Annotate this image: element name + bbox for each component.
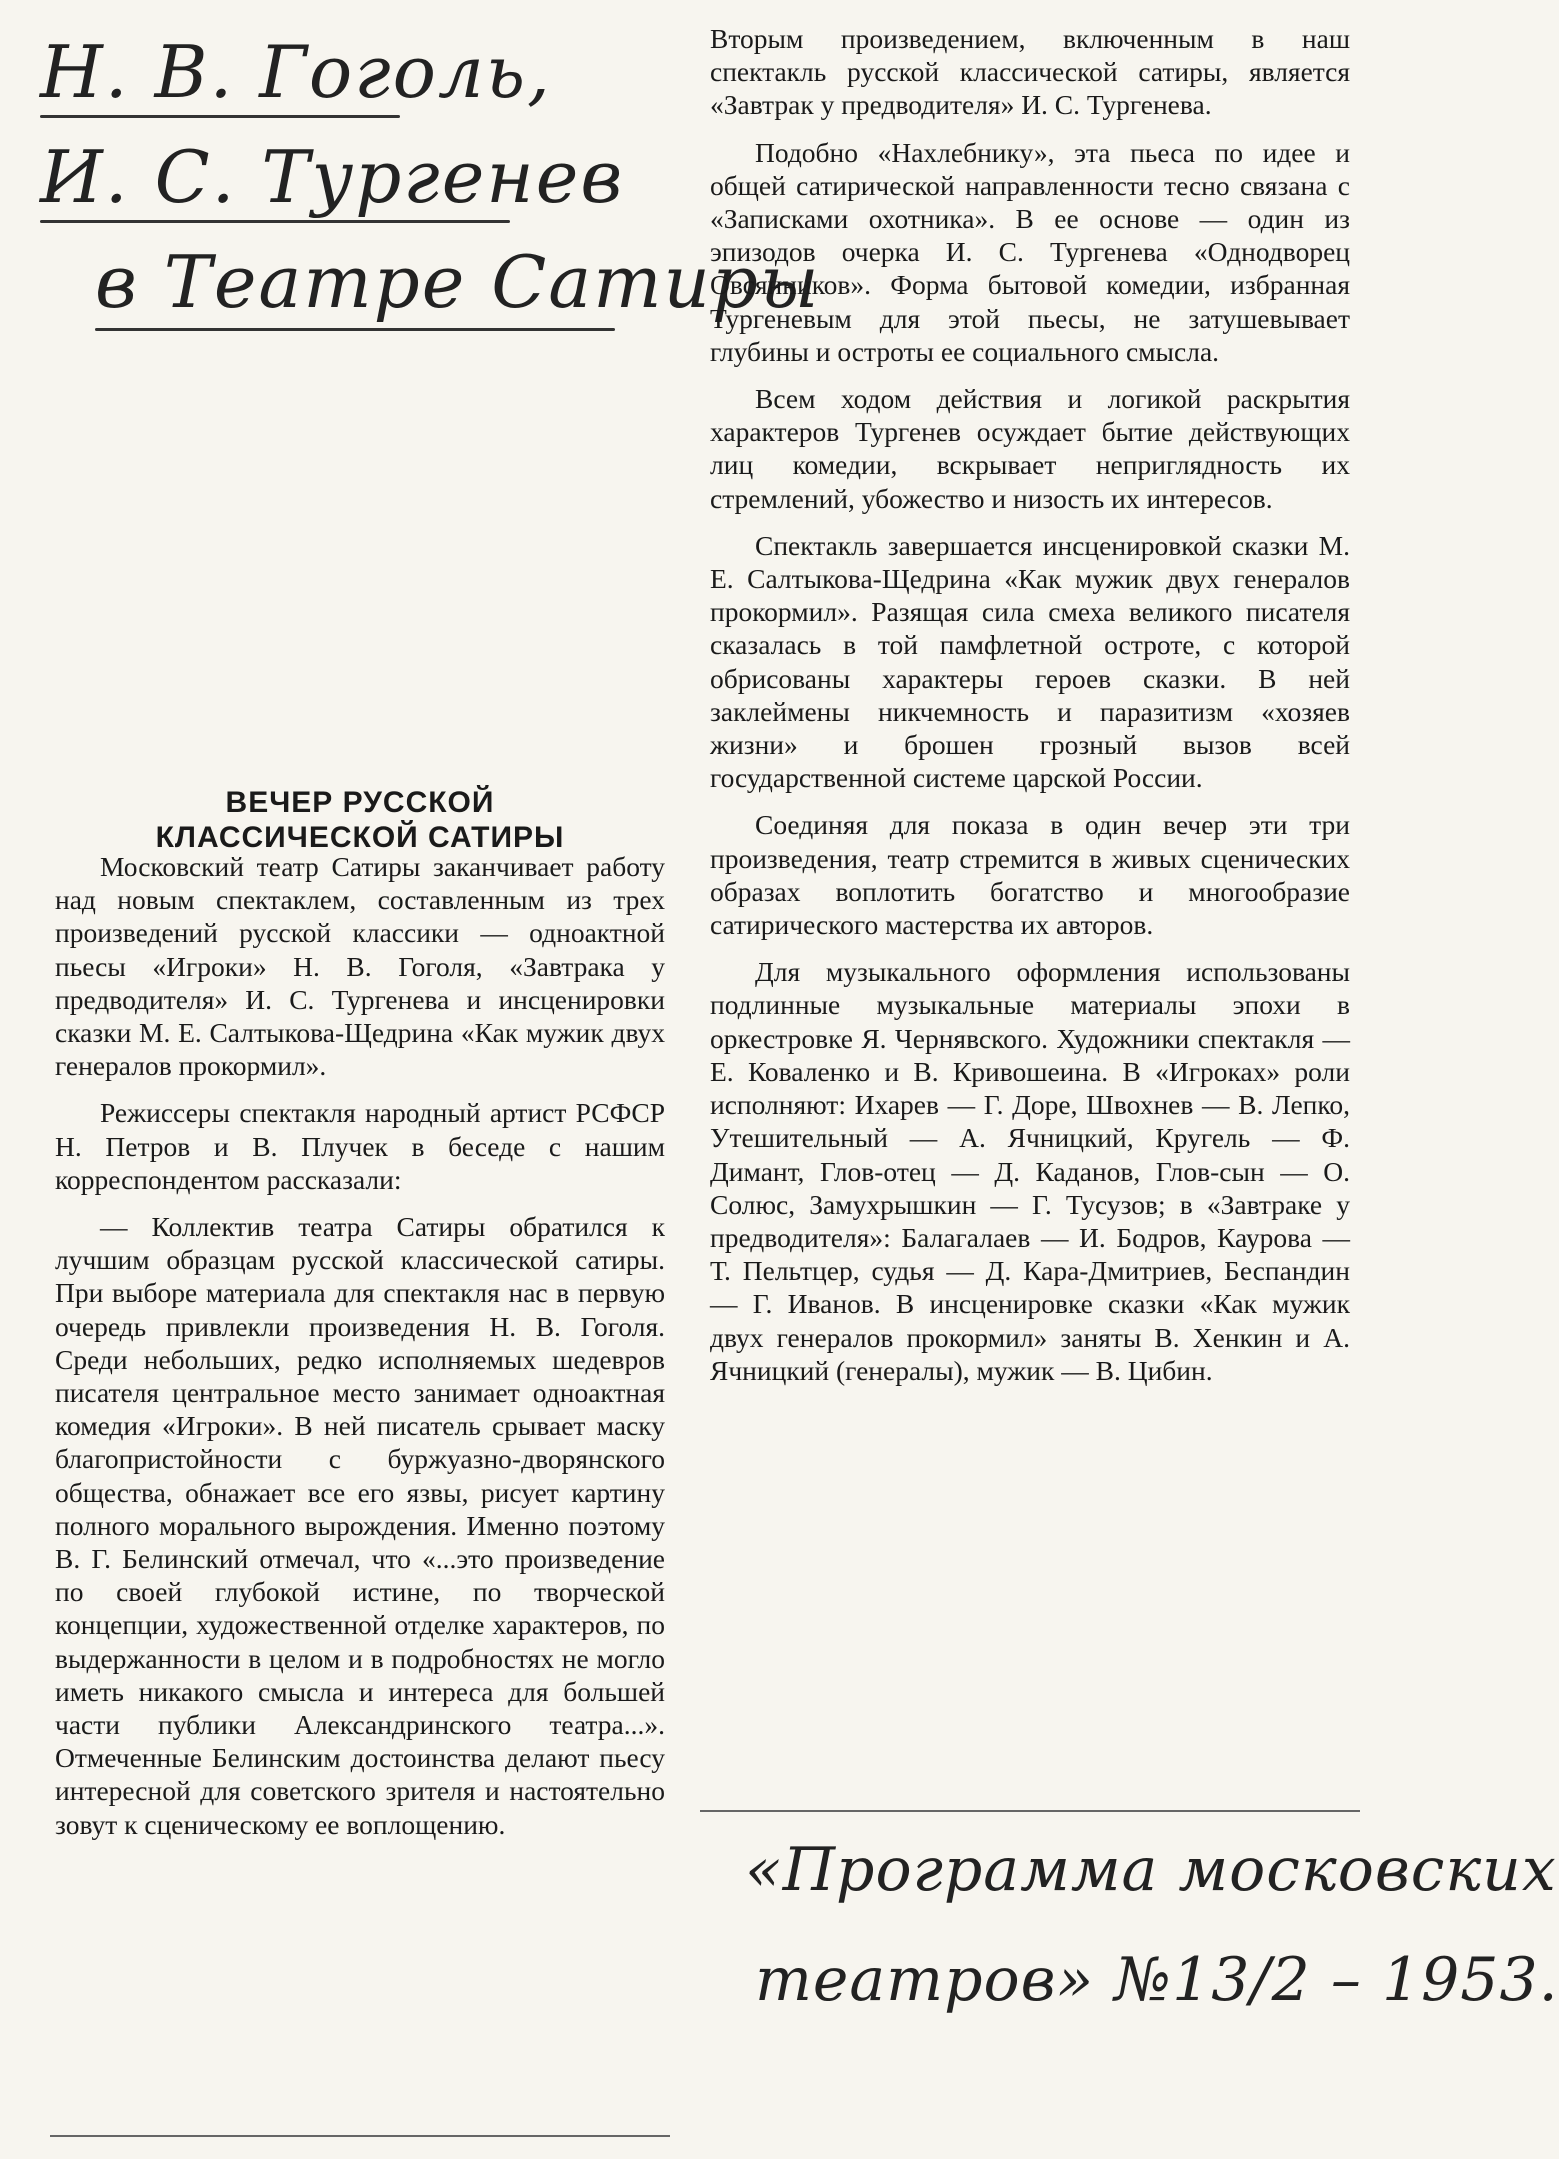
column-divider bbox=[50, 2135, 670, 2137]
handwritten-note-line-1: Н. В. Гоголь, bbox=[40, 30, 552, 114]
handwritten-source-line-1: «Программа московских bbox=[745, 1835, 1557, 1905]
paragraph: Московский театр Сатиры заканчивает работу над новым спектаклем, составленным из трех произведений русской классики — одноактной пьесы «Игроки» Н. В. Гоголя, «Завтрака у предводителя» И. С. Тургенева и инсценировки сказки М. Е. Салтыкова-Щедрина «Как мужик двух генералов прокормил». bbox=[55, 851, 665, 1082]
handwritten-underline bbox=[40, 115, 400, 118]
paragraph: — Коллектив театра Сатиры обратился к лучшим образцам русской классической сатиры. При выборе материала для спектакля нас в первую очередь привлекли произведения Н. В. Гоголя. Среди небольших, редко исполняемых шедевров писателя центральное место занимает одноактная комедия «Игроки». В ней писатель срывает маску благопристойности с буржуазно-дворянского общества, обнажает все его язвы, рисует картину полного морального вырождения. Именно поэтому В. Г. Белинский отмечал, что «...это произведение по своей глубокой истине, по творческой концепции, художественной отделке характеров, по выдержанности в целом и в подробностях не могло иметь никакого смысла и интереса для большей части публики Александринского театра...». Отмеченные Белинским достоинства делают пьесу интересной для советского зрителя и настоятельно зовут к сценическому ее воплощению. bbox=[55, 1211, 665, 1840]
handwritten-note-line-3: в Театре Сатиры bbox=[95, 240, 821, 324]
handwritten-underline bbox=[40, 220, 510, 223]
article-title-line-1: ВЕЧЕР РУССКОЙ bbox=[225, 786, 495, 819]
paragraph: Всем ходом действия и логикой раскрытия характеров Тургенев осуждает бытие действующих лиц комедии, вскрывает неприглядность их стремлений, убожество и низость их интересов. bbox=[710, 383, 1350, 514]
handwritten-source-line-2: театров» №13/2 – 1953. bbox=[755, 1945, 1559, 2015]
paragraph: Режиссеры спектакля народный артист РСФСР Н. Петров и В. Плучек в беседе с нашим корреспондентом рассказали: bbox=[55, 1097, 665, 1195]
handwritten-underline bbox=[95, 328, 615, 331]
paragraph: Вторым произведением, включенным в наш спектакль русской классической сатиры, является «Завтрак у предводителя» И. С. Тургенева. bbox=[710, 23, 1350, 121]
paragraph: Подобно «Нахлебнику», эта пьеса по идее и общей сатирической направленности тесно связана с «Записками охотника». В ее основе — один из эпизодов очерка И. С. Тургенева «Однодворец Овсянников». Форма бытовой комедии, избранная Тургеневым для этой пьесы, не затушевывает глубины и остроты ее социального смысла. bbox=[710, 136, 1350, 367]
right-column bbox=[710, 22, 1350, 1401]
paragraph: Спектакль завершается инсценировкой сказки М. Е. Салтыкова-Щедрина «Как мужик двух генералов прокормил». Разящая сила смеха великого писателя сказалась в той памфлетной остроте, с которой обрисованы характеры героев сказки. В ней заклеймены никчемность и паразитизм «хозяев жизни» и брошен грозный вызов всей государственной системе царской России. bbox=[710, 529, 1350, 794]
column-divider bbox=[700, 1810, 1360, 1812]
article-title bbox=[55, 785, 665, 855]
paragraph: Соединяя для показа в один вечер эти три произведения, театр стремится в живых сценических образах воплотить богатство и многообразие сатирического мастерства их авторов. bbox=[710, 809, 1350, 941]
left-column bbox=[55, 850, 665, 1855]
handwritten-note-line-2: И. С. Тургенев bbox=[40, 135, 625, 219]
article-title-line-2: КЛАССИЧЕСКОЙ САТИРЫ bbox=[155, 821, 565, 854]
paragraph: Для музыкального оформления использованы подлинные музыкальные материалы эпохи в оркестровке Я. Чернявского. Художники спектакля — Е. Коваленко и В. Кривошеина. В «Игроках» роли исполняют: Ихарев — Г. Доре, Швохнев — В. Лепко, Утешительный — А. Ячницкий, Кругель — Ф. Димант, Глов-отец — Д. Каданов, Глов-сын — О. Солюс, Замухрышкин — Г. Тусузов; в «Завтраке у предводителя»: Балагалаев — И. Бодров, Каурова — Т. Пельтцер, судья — Д. Кара-Дмитриев, Беспандин — Г. Иванов. В инсценировке сказки «Как мужик двух генералов прокормил» заняты В. Хенкин и А. Ячницкий (генералы), мужик — В. Цибин. bbox=[710, 956, 1350, 1386]
